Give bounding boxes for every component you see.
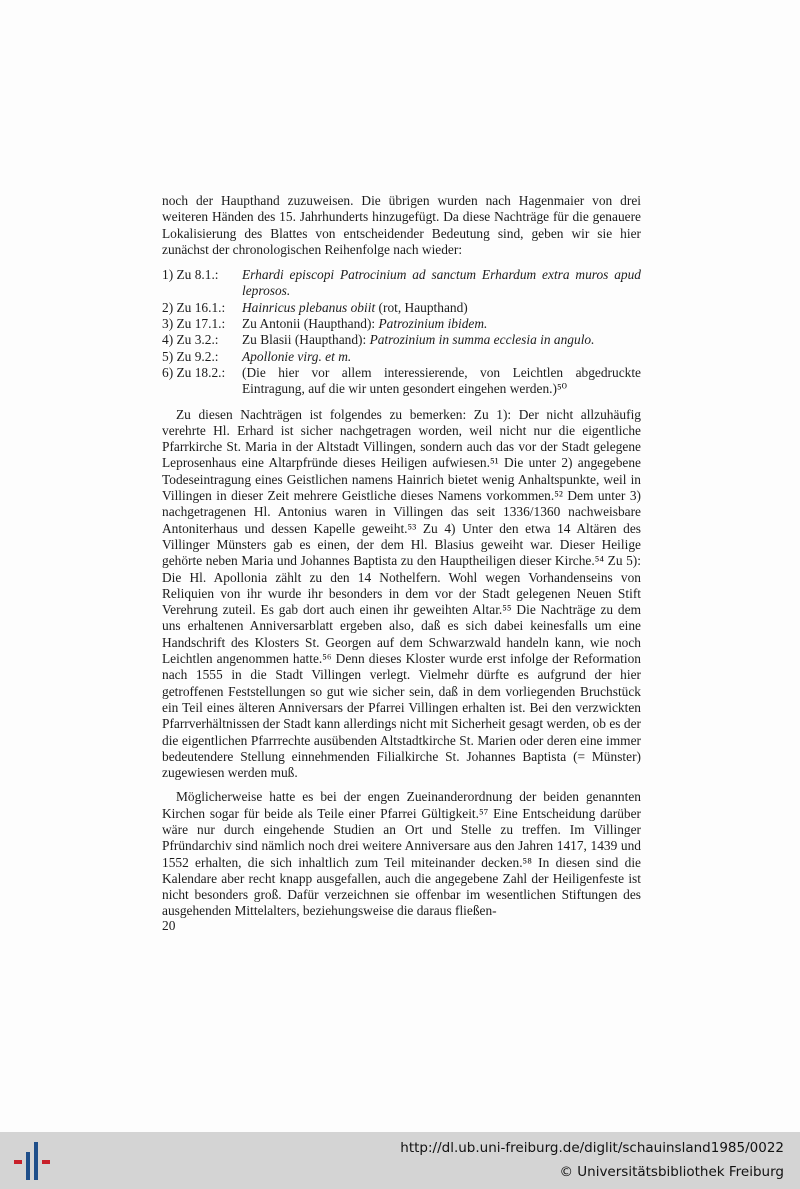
library-footer [0,1132,800,1189]
note-number: 6) Zu 18.2.: [162,364,226,380]
addenda-list [162,267,641,397]
paragraph-intro: noch der Haupthand zuzuweisen. Die übrigen wurden nach Hagenmaier von drei weiteren Händen des 15. Jahrhunderts hinzugefügt. Da diese Nachträge für die genauere Lokalisierung des Blattes von entscheidender Bedeutung sind, geben wir sie hier zunächst der chronologischen Reihenfolge nach wieder: [162,193,641,257]
body-text [162,193,641,920]
note-number: 1) Zu 8.1.: [162,267,219,283]
note-plain: Zu Antonii (Haupthand): [242,316,379,332]
note-italic: Erhardi episcopi Patrocinium ad sanctum Erhardum extra muros apud leprosos. [242,267,641,299]
note-number: 3) Zu 17.1.: [162,316,226,332]
list-item [162,316,641,332]
page-number: 20 [162,918,176,933]
list-item [162,365,641,398]
note-italic: Apollonie virg. et m. [242,348,352,364]
paragraph-conclusion: Möglicherweise hatte es bei der engen Zueinanderordnung der beiden genannten Kirchen sogar für beide als Teile einer Pfarrei Gültigkeit.⁵⁷ Eine Entscheidung darüber wäre nur durch eingehende Studien an Ort und Stelle zu treffen. Im Villinger Pfründarchiv sind nämlich noch drei weitere Anniversare aus den Jahren 1417, 1439 und 1552 erhalten, die sich inhaltlich zum Teil miteinander decken.⁵⁸ In diesen sind die Kalendare aber recht knapp ausgefallen, auch die angegebene Zahl der Heiligenfeste ist nicht besonders groß. Dafür verzeichnen sie offenbar im wesentlichen Stiftungen des ausgehenden Mittelalters, beziehungsweise die daraus fließen- [162,789,641,919]
note-italic: Hainricus plebanus obiit [242,299,376,315]
document-url-link[interactable]: http://dl.ub.uni-freiburg.de/diglit/schauinsland1985/0022 [400,1140,784,1156]
note-number: 2) Zu 16.1.: [162,299,226,315]
note-plain: Zu Blasii (Haupthand): [242,332,370,348]
note-plain: (Die hier vor allem interessierende, von Leichtlen abgedruckte Eintragung, auf die wir unten gesondert eingehen werden.)⁵⁰ [242,364,641,397]
paragraph-commentary: Zu diesen Nachträgen ist folgendes zu bemerken: Zu 1): Der nicht allzuhäufig verehrte Hl. Erhard ist sicher nachgetragen worden, weil nicht nur die eigentliche Pfarrkirche St. Maria in der Altstadt Villingen, sondern auch das vor der Stadt gelegene Leprosenhaus eine Altarpfründe dieses Heiligen aufwiesen.⁵¹ Die unter 2) angegebene Todeseintragung eines Geistlichen namens Hainrich bietet wenig Anhaltspunkte, weil in Villingen in dieser Zeit mehrere Geistliche dieses Namens vorkommen.⁵² Dem unter 3) nachgetragenen Hl. Antonius waren in Villingen das seit 1336/1360 nachweisbare Antoniterhaus und dessen Kapelle geweiht.⁵³ Zu 4) Unter den etwa 14 Altären des Villinger Münsters gab es einen, der dem Hl. Blasius geweiht war. Dieser Heilige gehörte neben Maria und Johannes Baptista zu den Hauptheiligen dieser Kirche.⁵⁴ Zu 5): Die Hl. Apollonia zählt zu den 14 Nothelfern. Wohl wegen Vorhandenseins von Reliquien von ihr wurde ihr besonders in dem vor der Stadt gelegenen Neuen Stift Verehrung zuteil. Es gab dort auch einen ihr geweihten Altar.⁵⁵ Die Nachträge zu dem uns erhaltenen Anniversarblatt ergeben also, daß es sich dabei keinesfalls um eine Handschrift des Klosters St. Georgen auf dem Schwarzwald handeln kann, wie noch Leichtlen angenommen hatte.⁵⁶ Denn dieses Kloster wurde erst infolge der Reformation nach 1555 in die Stadt Villingen verlegt. Vielmehr dürfte es aufgrund der hier getroffenen Feststellungen so gut wie sicher sein, daß in dem vorliegenden Bruchstück ein Teil eines älteren Anniversars der Pfarrei Villingen erhalten ist. Bei den verzwickten Pfarrverhältnissen der Stadt kann allerdings nicht mit Sicherheit gesagt werden, ob es der die eigentlichen Pfarrrechte ausübenden Altstadtkirche St. Marien oder deren eine immer bedeutendere Stellung einnehmenden Filialkirche St. Johannes Baptista (= Münster) zugewiesen werden muß. [162,406,641,781]
list-item [162,349,641,365]
note-italic: Patrozinium ibidem. [378,316,488,332]
copyright-notice: © Universitätsbibliothek Freiburg [559,1164,784,1180]
list-item [162,300,641,316]
note-plain: (rot, Haupthand) [375,299,468,315]
list-item [162,267,641,300]
ub-freiburg-logo-icon [12,1140,52,1182]
note-number: 5) Zu 9.2.: [162,348,219,364]
note-italic: Patrozinium in summa ecclesia in angulo. [369,332,595,348]
list-item [162,332,641,348]
note-number: 4) Zu 3.2.: [162,332,219,348]
